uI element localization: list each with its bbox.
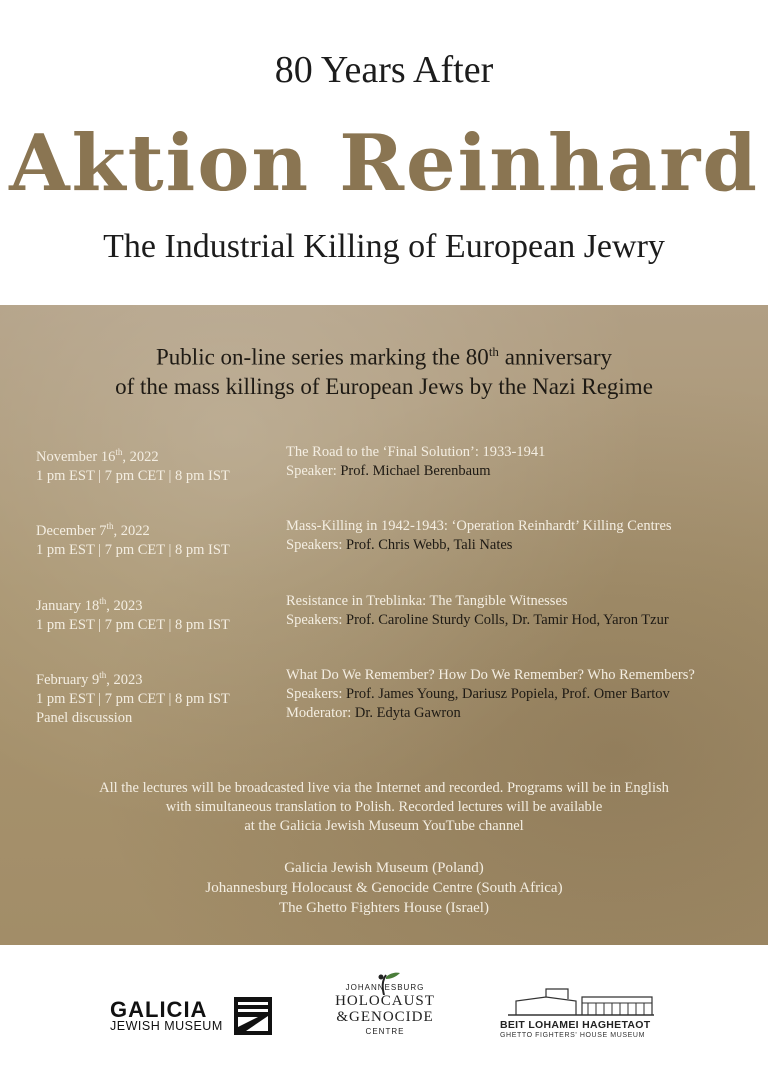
note-line-1: All the lectures will be broadcasted live via the Internet and recorded. Programs will be in English [99,780,669,796]
event-1-date-sup: th [115,447,123,457]
event-3-speakers: Prof. Caroline Sturdy Colls, Dr. Tamir Hod, Yaron Tzur [346,612,669,628]
galicia-mark-icon [234,997,272,1035]
event-2-time: 1 pm EST | 7 pm CET | 8 pm IST [36,541,230,558]
intro-line-2: of the mass killings of European Jews by the Nazi Regime [115,373,653,399]
event-3-date [36,592,276,616]
johannesburg-centre-logo [330,971,440,1041]
note-line-3: at the Galicia Jewish Museum YouTube channel [244,818,524,834]
poster-header [0,0,768,305]
event-4-when [36,666,276,728]
galicia-logo-sub: JEWISH MUSEUM [110,1019,223,1033]
parchment-panel [0,305,768,945]
organizer-2: Johannesburg Holocaust & Genocide Centre (South Africa) [205,880,563,896]
event-4-moderator: Dr. Edyta Gawron [354,705,461,721]
event-1-date [36,443,276,467]
jhgc-bottom: CENTRE [365,1027,405,1036]
event-1-time: 1 pm EST | 7 pm CET | 8 pm IST [36,467,230,484]
event-4-title: What Do We Remember? How Do We Remember? Who Remembers? [286,667,695,683]
event-3-time: 1 pm EST | 7 pm CET | 8 pm IST [36,616,230,633]
event-4-format: Panel discussion [36,709,133,726]
intro-line-1-end: anniversary [498,344,612,370]
ghetto-fighters-house-logo [500,985,660,1045]
jhgc-mid-1: HOLOCAUST [335,993,435,1009]
event-3-date-main: January 18 [36,597,100,614]
blh-sub: GHETTO FIGHTERS' HOUSE MUSEUM [500,1032,646,1039]
event-3-date-sup: th [99,596,107,606]
building-icon [506,985,656,1017]
event-4-moderator-line [286,704,756,723]
event-2-title: Mass-Killing in 1942-1943: ‘Operation Reinhardt’ Killing Centres [286,518,672,534]
event-4-date-year: , 2023 [106,671,143,688]
event-3-speaker-label: Speakers: [286,612,346,628]
note-line-2: with simultaneous translation to Polish. Recorded lectures will be available [165,799,603,815]
intro-line-1-sup: th [488,344,499,359]
event-3-date-year: , 2023 [106,597,143,614]
intro-line-1-text: Public on-line series marking the 80 [156,344,489,370]
organizer-1: Galicia Jewish Museum (Poland) [284,860,484,876]
event-1-what [286,443,756,481]
event-4-speaker-label: Speakers: [286,686,346,702]
pre-title: 80 Years After [274,49,494,91]
event-2-date-year: , 2022 [113,522,150,539]
intro-line-1 [0,337,768,372]
event-1-speakers: Prof. Michael Berenbaum [340,463,491,479]
event-2-when [36,517,276,560]
event-1-speaker-label: Speaker: [286,463,341,479]
main-title: Aktion Reinhard [9,118,759,209]
organizers-list [0,858,768,918]
event-2-what [286,517,756,555]
event-2-speakers-line [286,536,756,555]
blh-name: BEIT LOHAMEI HAGHETAOT [500,1019,651,1031]
event-4-date [36,666,276,690]
galicia-museum-logo [110,997,272,1037]
logo-strip [0,945,768,1085]
event-1-date-main: November 16 [36,448,116,465]
event-4-time: 1 pm EST | 7 pm CET | 8 pm IST [36,690,230,707]
event-2-speaker-label: Speakers: [286,537,346,553]
event-4-speakers: Prof. James Young, Dariusz Popiela, Prof. Omer Bartov [346,686,670,702]
event-3-when [36,592,276,635]
jhgc-mid-2: &GENOCIDE [336,1009,434,1025]
broadcast-note [0,779,768,836]
event-1-date-year: , 2022 [122,448,159,465]
event-2-date-sup: th [106,521,114,531]
event-3-speakers-line [286,611,756,630]
event-1-speakers-line [286,462,756,481]
event-3-what [286,592,756,630]
galicia-mark-svg [234,997,272,1035]
series-intro [0,337,768,401]
event-1-title: The Road to the ‘Final Solution’: 1933-1941 [286,444,546,460]
event-4-date-main: February 9 [36,671,100,688]
event-1-when [36,443,276,486]
event-2-speakers: Prof. Chris Webb, Tali Nates [346,537,513,553]
event-4-moderator-label: Moderator: [286,705,355,721]
event-4-speakers-line [286,685,756,704]
event-4-date-sup: th [99,670,107,680]
galicia-logo-word: GALICIA [110,997,208,1022]
event-3-title: Resistance in Treblinka: The Tangible Witnesses [286,593,568,609]
jhgc-top: JOHANNESBURG [345,983,425,992]
subtitle: The Industrial Killing of European Jewry [103,228,665,265]
event-4-what [286,666,756,723]
event-2-date-main: December 7 [36,522,107,539]
organizer-3: The Ghetto Fighters House (Israel) [279,900,489,916]
event-2-date [36,517,276,541]
